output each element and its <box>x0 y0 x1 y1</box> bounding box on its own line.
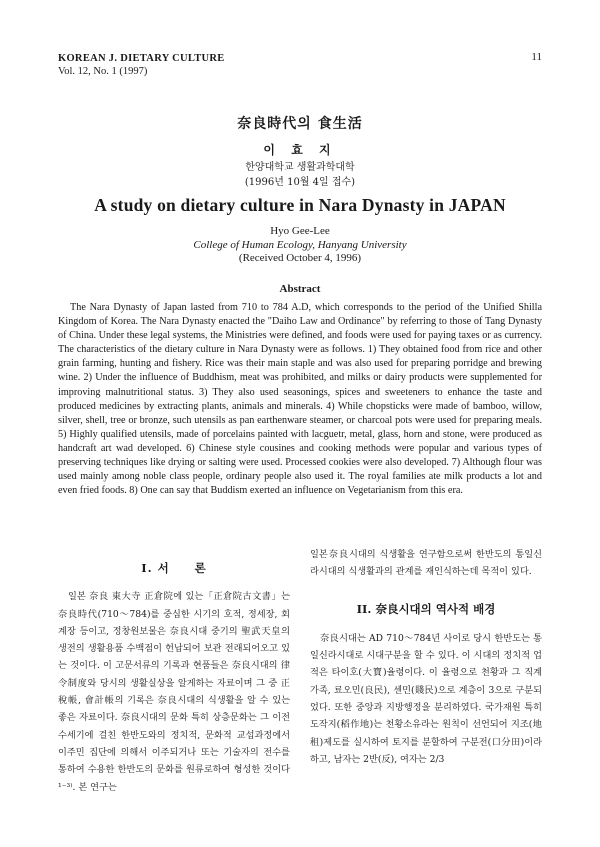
section-2-paragraph-1: 奈良시대는 AD 710～784년 사이로 당시 한반도는 통일신라시대로 시대구분을 할 수 있다. 이 시대의 정치적 업적은 타이호(大寶)율령이다. 이 율령으로 천황과 그 직계가족, 료오민(良民), 센민(賤民)으로 계층이 3으로 구분되었다. 또한 중앙과 지방행정을 분리하였다. 국가재원 특히 도작지(稻作地)는 천황소유라는 원칙이 선언되어 지조(地租)제도를 실시하여 토지를 분할하여 구분전(口分田)이라 하고, 남자는 2반(反), 여자는 2/3 <box>310 632 542 765</box>
body-column-left <box>58 546 290 796</box>
abstract-text: The Nara Dynasty of Japan lasted from 710 to 784 A.D, which corresponds to the period of the Unified Shilla Kingdom of Korea. The Nara Dynasty enacted the "Daiho Law and Ordinance" by referring to those of Tang Dynasty of China. Under these legal systems, the Ministries were defined, and foods were used for paying taxes or as currency. The characteristics of the dietary culture in Nara Dynasty were as follows. 1) They obtained food from rice and other grain farming, hunting and fishery. Rice was their main staple and was also used for preparing porridge and brewing wine. 2) Under the influence of Buddhism, meat was prohibited, and milks or dairy products were supplemented for improving malnutritional status. 3) They also used seasonings, spices and sweeteners to enhance the taste and produced medicines by extracting plants, animals and minerals. 4) While chopsticks were made of bamboo, willow, silver, shell, tree or bronze, such utensils as pan earthenware steamer, or charcoal pots were used for preparing meals. 5) Highly qualified utensils, made of porcelains painted with lacguetr, metal, glass, horn and stone, were produced as handcraft art wad developed. 6) Chinese style cousines and cooking methods were popular and various types of preserving techniques like drying or salting were used. Processed cookies were also developed. 7) Although flour was used mainly among noble class people, ordinary people also used it. The royal families ate milk products a lot and even fried foods. 8) One can say that Buddism exerted an influence on Vegetarianism from this era. <box>58 302 542 497</box>
section-2-heading: II. 奈良시대의 역사적 배경 <box>356 601 496 616</box>
journal-header <box>58 52 225 78</box>
body-column-right <box>310 546 542 768</box>
english-author: Hyo Gee-Lee <box>270 225 330 237</box>
section-1-paragraph-2: 일본奈良시대의 식생활을 연구함으로써 한반도의 통일신라시대의 식생활과의 관계를 재인식하는데 목적이 있다. <box>310 549 542 578</box>
korean-received-date: (1996년 10월 4일 접수) <box>244 177 356 188</box>
korean-title: 奈良時代의 食生活 <box>237 116 363 132</box>
journal-name: KOREAN J. DIETARY CULTURE <box>58 53 225 64</box>
english-affiliation: College of Human Ecology, Hanyang University <box>193 239 407 251</box>
page-number: 11 <box>531 51 542 63</box>
korean-author: 이 효 지 <box>263 143 337 157</box>
abstract-heading: Abstract <box>279 283 321 295</box>
english-title: A study on dietary culture in Nara Dynasty in JAPAN <box>94 195 506 215</box>
section-1-paragraph-1: 일본 奈良 東大寺 正倉院에 있는「正倉院古文書」는 奈良時代(710～784)를 중심한 시기의 호적, 정세장, 회계장 등이고, 정창원보물은 奈良시대 중기의 聖武天皇의 생전의 생활용품 수백점이 헌납되어 보관 전래되어오고 있는 것이다. 이 고문서류의 기록과 현품들은 奈良시대의 律令制度와 당시의 생활실상을 알게하는 자료이며 그 중 正稅帳, 會計帳의 기록은 奈良시대의 식생활을 알 수 있는 좋은 자료이다. 奈良시대의 문화 특히 상층문화는 그 이전 수세기에 걸친 한반도와의 정치적, 문화적 교섭과정에서 이주민 집단에 의해서 이주되거나 또는 기술자의 전수를 통하여 수용한 한반도의 문화를 원류로하여 형성한 것이다¹⁻³⁾. 본 연구는 <box>58 591 290 793</box>
korean-affiliation: 한양대학교 생활과학대학 <box>245 162 355 173</box>
section-1-heading: I. 서 론 <box>141 561 207 575</box>
journal-volume: Vol. 12, No. 1 (1997) <box>58 66 148 77</box>
english-received-date: (Received October 4, 1996) <box>238 252 362 264</box>
